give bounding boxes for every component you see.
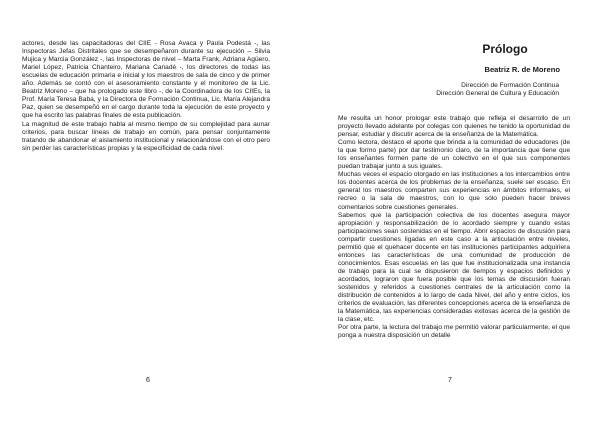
paragraph: Sabemos que la participación colectiva de los docentes asegura mayor apropiación y responsabilización de lo acordado siempre y cuando estas participaciones sean sostenidas en el tiempo. Abrir espacios de discusión para compartir cuestiones ligadas en este caso a la articulación entre niveles, permitió que el quehacer docente en las instituciones participantes adquiriera entonces las características de una comunidad de producción de conocimientos. Esas escuelas en las que fue institucionalizada una instancia de trabajo para la cual se dispusieron de tiempos y espacios definidos y acordados, lograron que fuera posible que los temas de discusión fueran sostenidos y referidos a cuestiones centrales de la articulación como la distribución de contenidos a lo largo de cada Nivel, del año y entre ciclos, los criterios de evaluación, las diferentes concepciones acerca de la enseñanza de la Matemática, las experiencias consideradas exitosas acerca de la gestión de la clase, etc. <box>338 211 570 324</box>
page-number: 6 <box>146 377 150 384</box>
page-number: 7 <box>448 377 452 384</box>
paragraph: Por otra parte, la lectura del trabajo me permitió valorar particularmente, el que ponga a nuestra disposición un detalle <box>338 324 570 340</box>
right-page-text <box>338 115 570 340</box>
author-affiliation <box>339 82 559 98</box>
paragraph: Me resulta un honor prologar este trabajo que refleja el desarrollo de un proyecto llevado adelante por colegas con quienes he tenido la oportunidad de pensar, estudiar y discutir acerca de la enseñanza de la Matemática. <box>338 115 570 139</box>
affiliation-line: Dirección General de Cultura y Educación <box>436 90 559 98</box>
paragraph: Como lectora, destaco el aporte que brinda a la comunidad de educadores (de la que formo parte) por dar testimonio claro, de la importancia que tiene que los enseñantes formen parte de un colectivo en el que sus componentes puedan trabajar junto a sus iguales. <box>338 139 570 171</box>
page-title: Prólogo <box>482 42 528 56</box>
paragraph: La magnitud de este trabajo habla al mismo tiempo de su complejidad para aunar criterios, para buscar líneas de trabajo en común, para pensar conjuntamente tratando de abandonar el aislamiento institucional y relacionándose con el otro pero sin perder las características propias y la especificidad de cada nivel. <box>22 120 270 153</box>
left-page-text <box>22 40 270 153</box>
paragraph: Muchas veces el espacio otorgado en las instituciones a los intercambios entre los docentes acerca de los problemas de la enseñanza, suele ser escaso. En general los maestros comparten sus experiencias en ámbitos informales, el recreo o la sala de maestros, con lo que sólo pueden hacer breves comentarios sobre cuestiones generales. <box>338 171 570 211</box>
right-page <box>300 0 600 425</box>
affiliation-line: Dirección de Formación Continua <box>461 82 559 89</box>
author-name: Beatriz R. de Moreno <box>484 65 560 74</box>
paragraph: actores, desde las capacitadoras del CIIE - Rosa Avaca y Paula Podestá -, las Inspectoras Jefas Distritales que se desempeñaron durante su ejecución – Silvia Mujica y Marcia González -, las Inspectoras de nivel – Marta Frank, Adriana Agüero, Mariel López, Patricia Chanteiro, Mariana Canadé -, los directores de todas las escuelas de educación primaria e inicial y los maestros de sala de cinco y de primer año. Además se contó con el asesoramiento constante y el monitoreo de la Lic. Beatriz Moreno – que ha prologado este libro -, de la Coordinadora de los CIIEs, la Prof. María Teresa Baba, y la Directora de Formación Continua, Lic. María Alejandra Paz, quien se desempeñó en el cargo durante toda la ejecución de este proyecto y que ha escrito las palabras finales de esta publicación. <box>22 40 270 120</box>
